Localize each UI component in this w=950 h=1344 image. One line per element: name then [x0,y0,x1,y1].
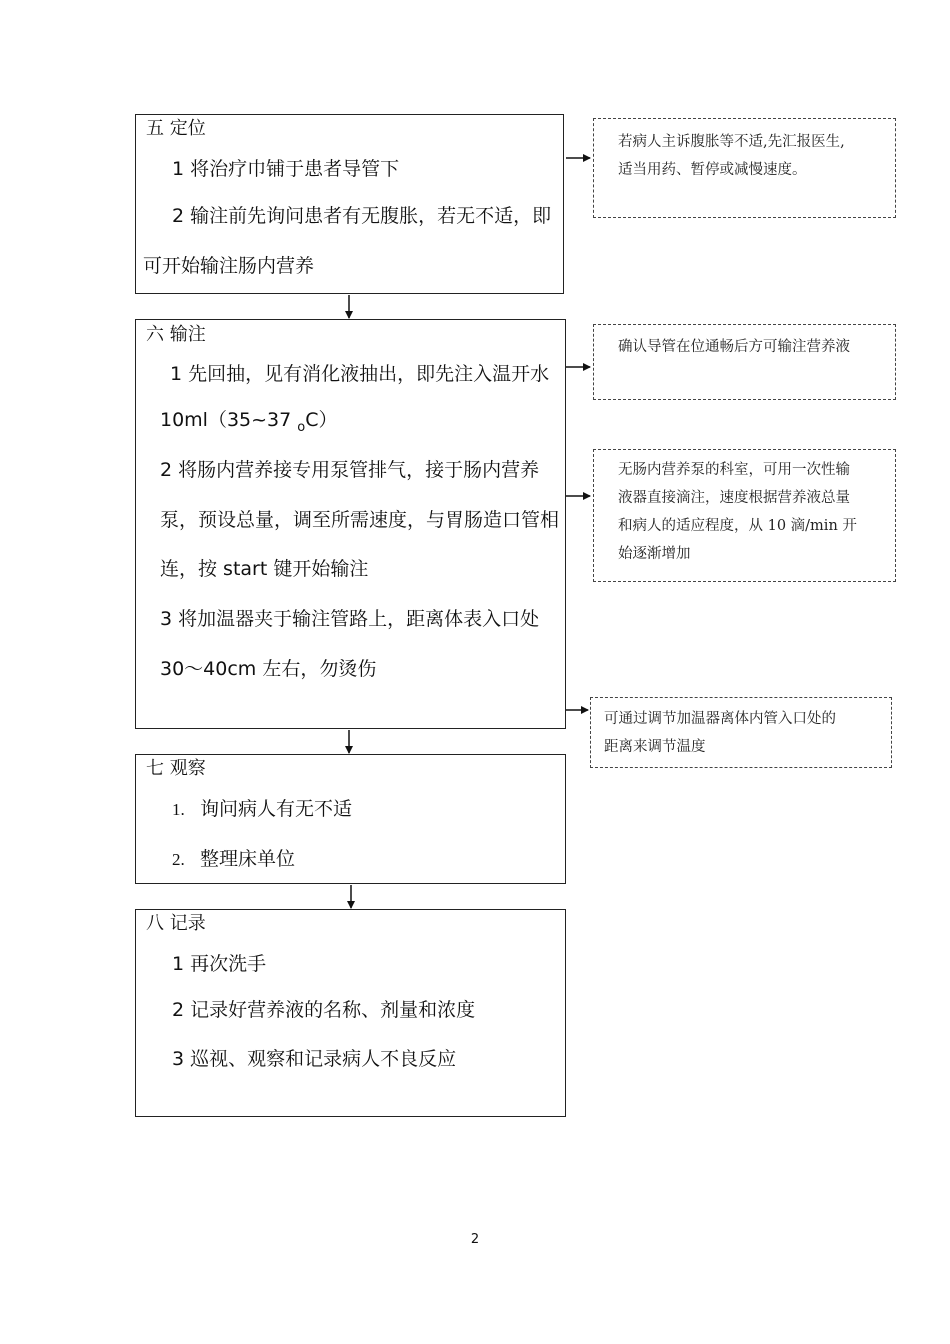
section-six-line-1: 1 先回抽，见有消化液抽出，即先注入温开水 [170,363,550,385]
section-six-title: 六 输注 [146,324,206,345]
note-3-line-2: 液器直接滴注，速度根据营养液总量 [618,490,850,506]
section-six-line-4: 泵，预设总量，调至所需速度，与胃肠造口管相 [160,509,560,531]
section-five-line-2: 2 输注前先询问患者有无腹胀，若无不适，即 [172,205,552,227]
note-3-line-1: 无肠内营养泵的科室，可用一次性输 [618,462,850,478]
section-five-title: 五 定位 [146,118,206,139]
section-seven-item-1-text: 询问病人有无不适 [200,798,353,820]
note-4-line-1: 可通过调节加温器离体内管入口处的 [604,711,836,727]
section-eight-line-1: 1 再次洗手 [172,953,267,975]
note-4-line-2: 距离来调节温度 [604,739,706,755]
note-2-line-1: 确认导管在位通畅后方可输注营养液 [618,339,850,355]
section-six-line-2-tail: C） [305,409,338,431]
section-six-line-3: 2 将肠内营养接专用泵管排气，接于肠内营养 [160,459,540,481]
section-six-line-2-text: 10ml（35~37 [160,409,298,431]
section-eight-title: 八 记录 [146,913,206,934]
page-number: 2 [470,1232,480,1247]
note-3-line-4: 始逐渐增加 [618,546,691,562]
section-six-line-7: 30～40cm 左右，勿烫伤 [160,658,377,680]
note-1-line-2: 适当用药、暂停或减慢速度。 [618,162,807,178]
section-seven-item-2-text: 整理床单位 [200,848,296,870]
section-six-line-6: 3 将加温器夹于输注管路上，距离体表入口处 [160,608,540,630]
section-seven-title: 七 观察 [146,758,206,779]
section-eight-line-3: 3 巡视、观察和记录病人不良反应 [172,1048,457,1070]
section-six-line-5: 连，按 start 键开始输注 [160,558,369,580]
section-eight-line-2: 2 记录好营养液的名称、剂量和浓度 [172,999,476,1021]
section-five-line-1: 1 将治疗巾铺于患者导管下 [172,158,400,180]
degree-sub: o [297,419,306,435]
note-1-line-1: 若病人主诉腹胀等不适,先汇报医生, [618,134,845,150]
note-3-line-3: 和病人的适应程度，从 10 滴/min 开 [618,518,857,534]
section-seven-item-2-num: 2. [172,850,185,869]
section-seven-item-1-num: 1. [172,800,185,819]
section-five-line-3: 可开始输注肠内营养 [143,255,315,277]
